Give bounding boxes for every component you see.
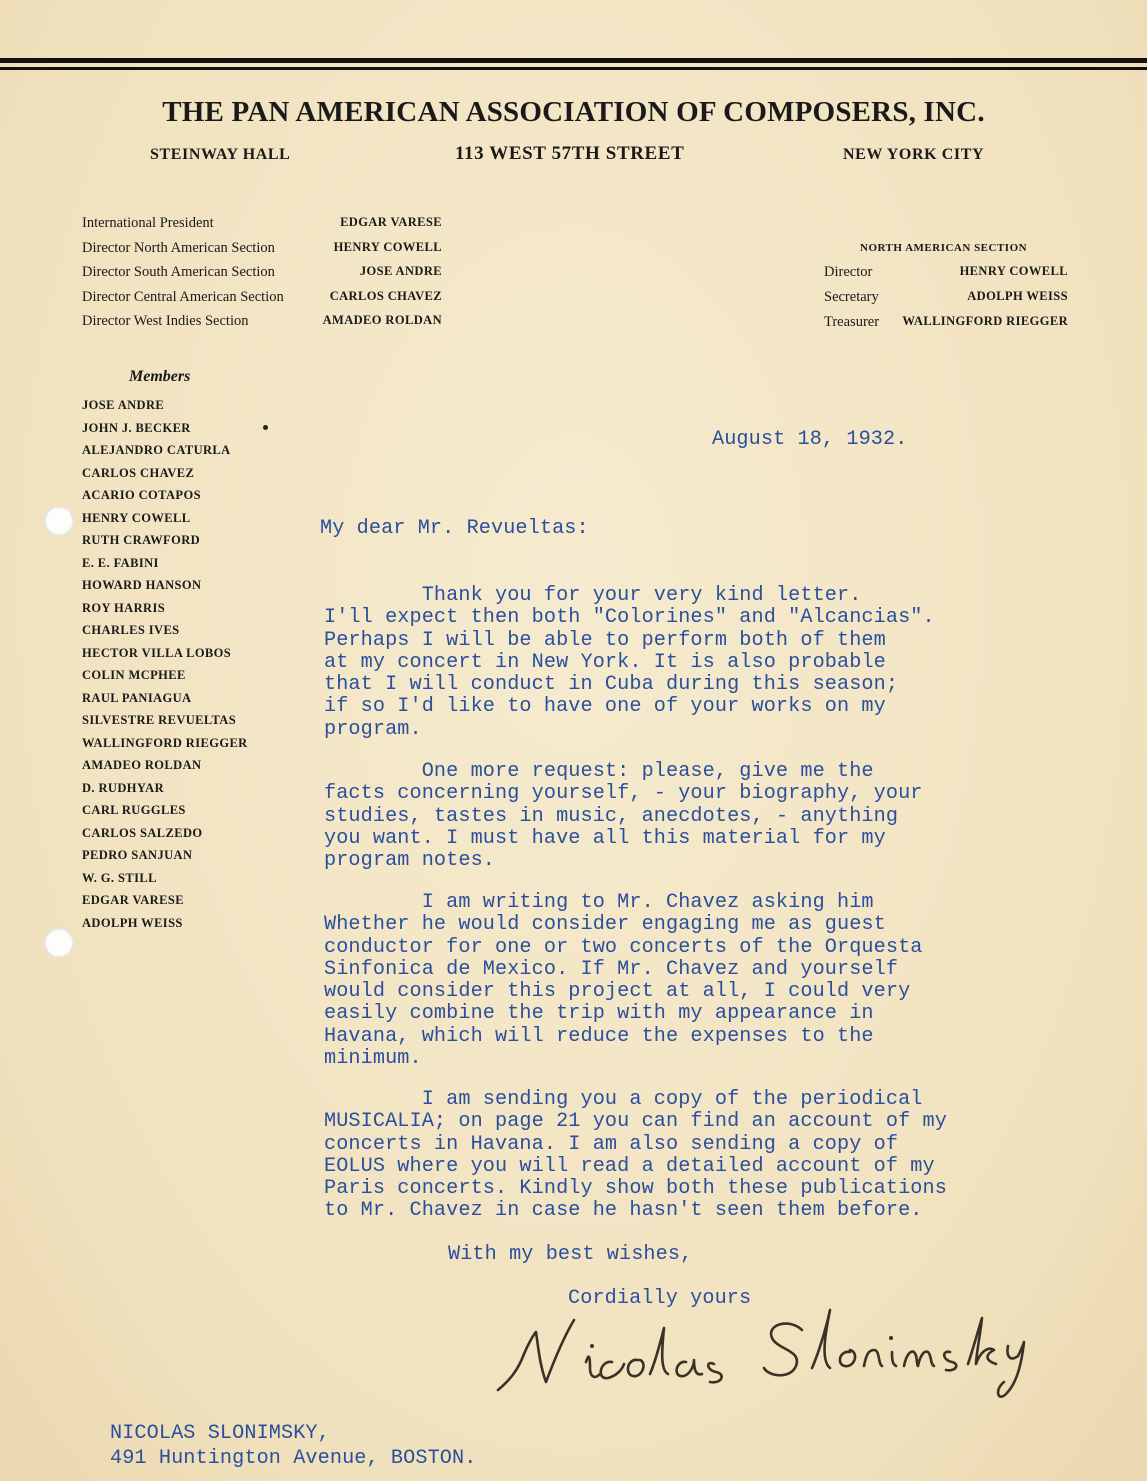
member-item: E. E. FABINI: [82, 555, 159, 570]
member-item: RAUL PANIAGUA: [82, 690, 192, 705]
paragraph-1: Thank you for your very kind letter. I'll expect then both "Colorines" and "Alcancias". Perhaps I will be able to perform both of them at my concert in New York. It is also probable that I will conduct in Cuba during this season; if so I'd like to have one of your works on my program.: [324, 584, 935, 741]
member-item: CARLOS CHAVEZ: [82, 465, 195, 480]
member-item: JOSE ANDRE: [82, 398, 165, 412]
officer-role: Director Central American Section: [82, 288, 284, 305]
member-item: W. G. STILL: [82, 870, 157, 885]
officer-name: WALLINGFORD RIEGGER: [902, 314, 1068, 328]
officer-name: HENRY COWELL: [333, 239, 442, 254]
header-rule-thin: [0, 67, 1147, 70]
officer-name: ADOLPH WEISS: [967, 289, 1068, 303]
officer-role: International President: [82, 215, 214, 231]
closing: Cordially yours: [568, 1287, 752, 1310]
members-list: [82, 398, 248, 938]
header-rule-thick: [0, 58, 1147, 63]
member-item: ADOLPH WEISS: [82, 915, 183, 930]
member-item: RUTH CRAWFORD: [82, 533, 201, 547]
officer-role: Treasurer: [824, 314, 880, 330]
member-item: CHARLES IVES: [82, 623, 180, 637]
punch-hole: [44, 506, 74, 536]
member-item: HOWARD HANSON: [82, 578, 202, 592]
member-item: D. RUDHYAR: [82, 780, 165, 795]
street-address: 113 WEST 57TH STREET: [455, 143, 685, 164]
members-heading: Members: [129, 368, 191, 385]
organization-name: THE PAN AMERICAN ASSOCIATION OF COMPOSERS, INC.: [162, 96, 985, 128]
member-item: ACARIO COTAPOS: [82, 488, 201, 502]
officer-role: Director West Indies Section: [82, 313, 249, 329]
member-item: JOHN J. BECKER: [82, 420, 191, 435]
punch-hole: [44, 928, 74, 958]
paragraph-2: One more request: please, give me the facts concerning yourself, - your biography, your studies, tastes in music, anecdotes, - anything you want. I must have all this material for my program notes.: [324, 760, 923, 873]
closing-wishes: With my best wishes,: [448, 1243, 693, 1266]
officer-name: CARLOS CHAVEZ: [329, 288, 442, 303]
salutation: My dear Mr. Revueltas:: [320, 517, 589, 540]
officer-name: EDGAR VARESE: [340, 215, 442, 229]
member-item: ALEJANDRO CATURLA: [82, 443, 231, 457]
city: NEW YORK CITY: [843, 146, 985, 163]
member-item: COLIN MCPHEE: [82, 668, 186, 682]
member-item: PEDRO SANJUAN: [82, 848, 193, 862]
member-item: HECTOR VILLA LOBOS: [82, 645, 232, 660]
north-american-section-heading: NORTH AMERICAN SECTION: [860, 242, 1028, 254]
member-item: EDGAR VARESE: [82, 893, 184, 907]
letter-date: August 18, 1932.: [712, 428, 908, 451]
officer-role: Director South American Section: [82, 264, 275, 280]
officer-role: Director North American Section: [82, 239, 275, 256]
sender-name: NICOLAS SLONIMSKY,: [110, 1422, 330, 1445]
member-item: ROY HARRIS: [82, 600, 166, 615]
officer-name: AMADEO ROLDAN: [322, 313, 442, 327]
officer-role: Secretary: [824, 289, 879, 305]
paragraph-3: I am writing to Mr. Chavez asking him Whether he would consider engaging me as guest conductor for one or two concerts of the Orquesta Sinfonica de Mexico. If Mr. Chavez and yourself would consider this project at all, I could very easily combine the trip with my appearance in Havana, which will reduce the expenses to the minimum.: [324, 891, 923, 1071]
paragraph-4: I am sending you a copy of the periodical MUSICALIA; on page 21 you can find an account of my concerts in Havana. I am also sending a copy of EOLUS where you will read a detailed account of my Paris concerts. Kindly show both these publications to Mr. Chavez in case he hasn't seen them before.: [324, 1088, 947, 1223]
member-item: CARL RUGGLES: [82, 803, 186, 817]
venue: STEINWAY HALL: [150, 146, 291, 163]
member-item: CARLOS SALZEDO: [82, 825, 203, 840]
officer-role: Director: [824, 264, 873, 280]
officer-name: JOSE ANDRE: [359, 264, 442, 278]
ink-dot: [263, 425, 268, 430]
handwritten-signature: [490, 1290, 1050, 1410]
member-item: SILVESTRE REVUELTAS: [82, 713, 237, 727]
member-item: AMADEO ROLDAN: [82, 758, 202, 772]
sender-address: 491 Huntington Avenue, BOSTON.: [110, 1447, 477, 1470]
member-item: WALLINGFORD RIEGGER: [82, 735, 248, 750]
member-item: HENRY COWELL: [82, 510, 191, 525]
officer-name: HENRY COWELL: [959, 264, 1068, 278]
